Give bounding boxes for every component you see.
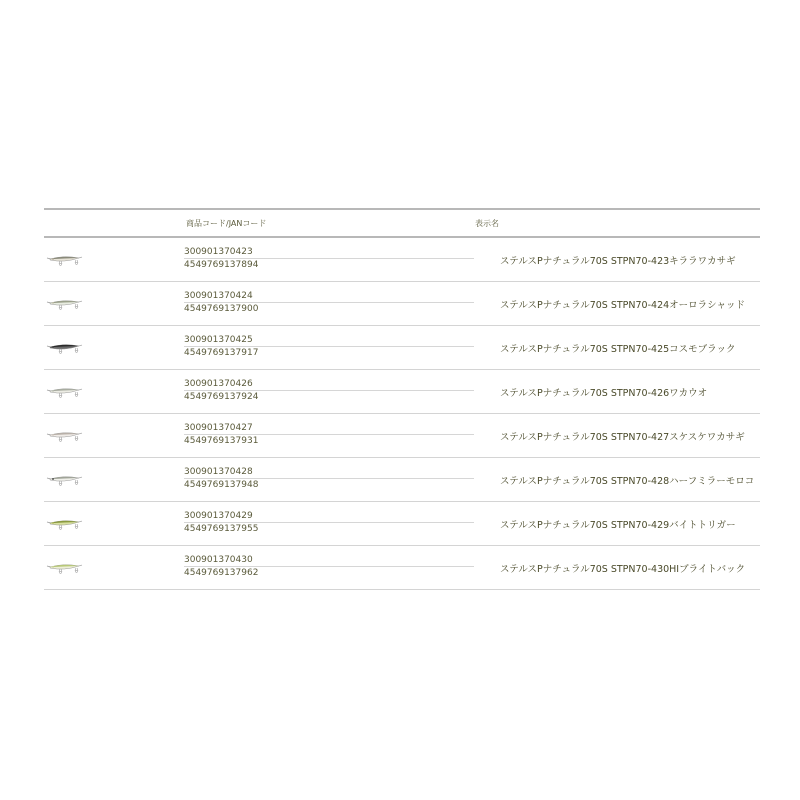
product-table — [44, 208, 760, 590]
jan-code: 4549769137948 — [184, 480, 259, 490]
product-code: 300901370429 — [184, 510, 474, 523]
table-header — [44, 210, 760, 238]
lure-thumbnail-icon[interactable] — [46, 384, 84, 400]
table-row[interactable] — [44, 238, 760, 282]
header-code: 商品コード/JANコード — [186, 219, 267, 228]
product-name[interactable]: ステルスPナチュラル70S STPN70-426ワカウオ — [500, 388, 708, 399]
table-row[interactable] — [44, 458, 760, 502]
product-name[interactable]: ステルスPナチュラル70S STPN70-428ハーフミラーモロコ — [500, 476, 755, 487]
jan-code: 4549769137917 — [184, 348, 259, 358]
table-row[interactable] — [44, 502, 760, 546]
product-codes — [184, 378, 474, 403]
product-code: 300901370427 — [184, 422, 474, 435]
lure-thumbnail-icon[interactable] — [46, 340, 84, 356]
lure-thumbnail-icon[interactable] — [46, 516, 84, 532]
table-row[interactable] — [44, 370, 760, 414]
jan-code: 4549769137955 — [184, 524, 259, 534]
lure-thumbnail-icon[interactable] — [46, 472, 84, 488]
product-codes — [184, 554, 474, 579]
lure-thumbnail-icon[interactable] — [46, 252, 84, 268]
jan-code: 4549769137924 — [184, 392, 259, 402]
jan-code: 4549769137900 — [184, 304, 259, 314]
product-codes — [184, 422, 474, 447]
table-row[interactable] — [44, 546, 760, 590]
table-row[interactable] — [44, 282, 760, 326]
table-body — [44, 238, 760, 590]
header-name: 表示名 — [475, 219, 499, 228]
product-codes — [184, 334, 474, 359]
product-code: 300901370430 — [184, 554, 474, 567]
product-code: 300901370425 — [184, 334, 474, 347]
product-name[interactable]: ステルスPナチュラル70S STPN70-425コスモブラック — [500, 344, 736, 355]
product-name[interactable]: ステルスPナチュラル70S STPN70-427スケスケワカサギ — [500, 432, 745, 443]
lure-thumbnail-icon[interactable] — [46, 428, 84, 444]
product-name[interactable]: ステルスPナチュラル70S STPN70-424オーロラシャッド — [500, 300, 745, 311]
lure-thumbnail-icon[interactable] — [46, 560, 84, 576]
product-codes — [184, 246, 474, 271]
table-row[interactable] — [44, 326, 760, 370]
product-code: 300901370428 — [184, 466, 474, 479]
product-codes — [184, 290, 474, 315]
lure-thumbnail-icon[interactable] — [46, 296, 84, 312]
product-code: 300901370423 — [184, 246, 474, 259]
product-codes — [184, 510, 474, 535]
table-row[interactable] — [44, 414, 760, 458]
product-code: 300901370424 — [184, 290, 474, 303]
product-codes — [184, 466, 474, 491]
product-name[interactable]: ステルスPナチュラル70S STPN70-430HIブライトバック — [500, 564, 746, 575]
jan-code: 4549769137931 — [184, 436, 259, 446]
jan-code: 4549769137894 — [184, 260, 259, 270]
product-code: 300901370426 — [184, 378, 474, 391]
jan-code: 4549769137962 — [184, 568, 259, 578]
product-name[interactable]: ステルスPナチュラル70S STPN70-423キララワカサギ — [500, 256, 736, 267]
product-name[interactable]: ステルスPナチュラル70S STPN70-429バイトトリガー — [500, 520, 736, 531]
